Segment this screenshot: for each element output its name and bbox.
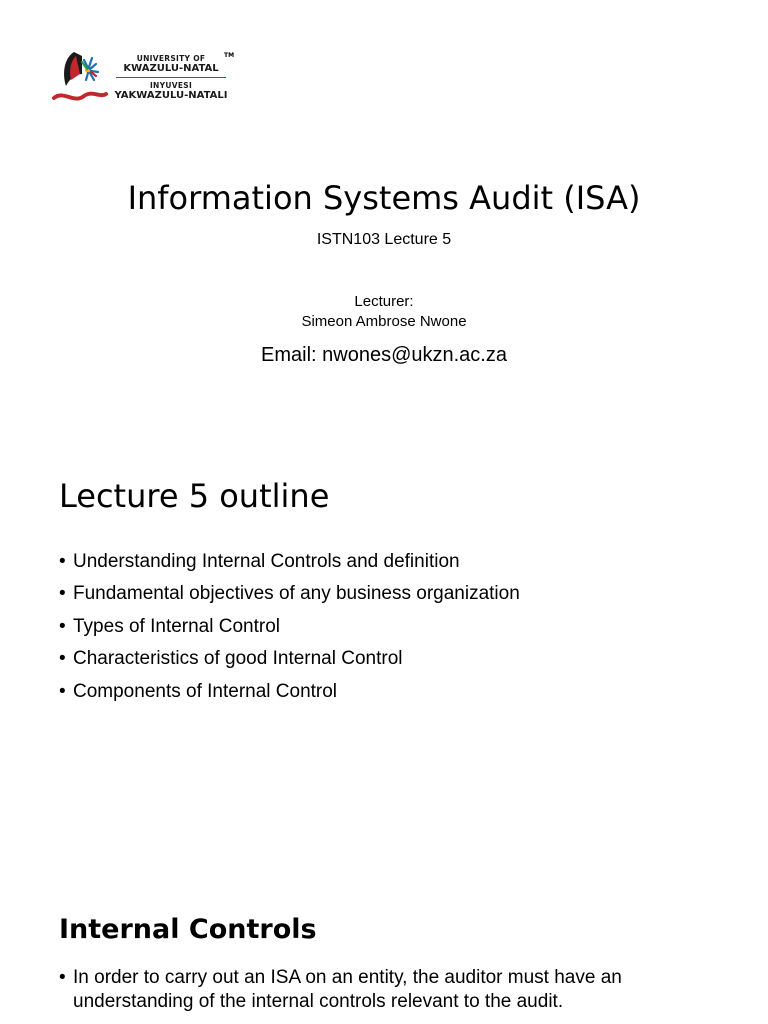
logo-line-3: INYUVESI [149,81,193,90]
outline-item: • Types of Internal Control [59,612,520,644]
outline-heading: Lecture 5 outline [59,477,330,515]
lecturer-email: Email: nwones@ukzn.ac.za [261,344,507,366]
lecturer-label: Lecturer: [354,293,414,310]
internal-controls-heading: Internal Controls [59,914,317,945]
logo-line-1: UNIVERSITY OF [136,54,206,63]
logo-line-2: KWAZULU-NATAL [123,63,219,74]
presentation-title: Information Systems Audit (ISA) [127,179,641,217]
trademark-symbol: TM [224,52,235,59]
outline-item: • Understanding Internal Controls and definition [59,547,520,579]
ukzn-shield-icon [52,48,108,106]
logo-line-4: YAKWAZULU-NATALI [114,90,228,101]
outline-item: • Components of Internal Control [59,677,520,709]
outline-item: • Characteristics of good Internal Control [59,644,520,676]
outline-item: • Fundamental objectives of any business organization [59,579,520,611]
lecture-subtitle: ISTN103 Lecture 5 [316,231,452,248]
internal-controls-item: • In order to carry out an ISA on an entity, the auditor must have an understanding of the internal controls relevant to the audit. [59,966,699,1014]
logo-wordmark [112,54,230,102]
outline-list [59,547,520,709]
lecturer-name: Simeon Ambrose Nwone [301,313,467,330]
logo-divider [116,77,226,78]
university-logo [52,48,242,106]
